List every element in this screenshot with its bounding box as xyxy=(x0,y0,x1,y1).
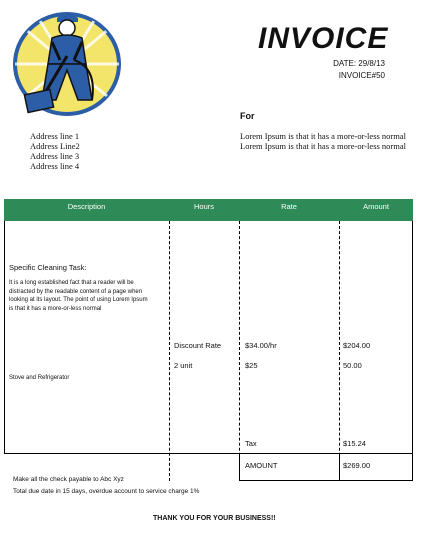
address-line: Address line 1 xyxy=(30,131,80,141)
task-line: It is a long established fact that a reader will be xyxy=(9,280,134,286)
task-line: looking at its layout. The point of using Lorem Ipsum xyxy=(9,297,148,304)
task-description xyxy=(9,279,169,313)
hours-discount: Discount Rate xyxy=(174,341,222,350)
task-title: Specific Cleaning Task: xyxy=(9,263,87,272)
address-line: Address line 4 xyxy=(30,161,80,171)
hours-units: 2 unit xyxy=(174,361,193,370)
column-divider xyxy=(169,221,170,481)
rate-hourly: $34.00/hr xyxy=(245,341,277,350)
column-divider xyxy=(339,221,340,481)
header-rate: Rate xyxy=(281,202,297,211)
total-divider xyxy=(339,453,340,481)
task-line: distracted by the readable content of a page when xyxy=(9,288,143,295)
bill-to-details xyxy=(240,131,406,151)
invoice-table xyxy=(4,199,413,481)
tax-label: Tax xyxy=(245,439,257,448)
address-block xyxy=(30,131,80,171)
invoice-date: DATE: 29/8/13 xyxy=(333,59,385,68)
rate-unit: $25 xyxy=(245,361,258,370)
line-item: Stove and Refrigerator xyxy=(9,375,70,381)
task-line: is that it has a more-or-less normal xyxy=(9,305,102,312)
column-divider xyxy=(239,221,240,481)
invoice-title: INVOICE xyxy=(258,22,389,55)
thank-you-note: THANK YOU FOR YOUR BUSINESS!! xyxy=(153,515,276,522)
tax-value: $15.24 xyxy=(343,439,366,448)
address-line: Address line 3 xyxy=(30,151,80,161)
header-description: Description xyxy=(67,202,106,211)
table-header xyxy=(4,199,413,221)
amount-1: $204.00 xyxy=(343,341,371,350)
bill-to-label: For xyxy=(240,111,255,121)
terms-note: Total due date in 15 days, overdue account to service charge 1% xyxy=(13,488,200,495)
header-hours: Hours xyxy=(193,202,214,211)
cleaner-logo xyxy=(12,8,122,118)
invoice-number: INVOICE#50 xyxy=(338,71,385,80)
table-border xyxy=(4,199,413,454)
address-line: Address Line2 xyxy=(30,141,80,151)
payable-note: Make all the check payable to Abc Xyz xyxy=(13,476,124,483)
header-amount: Amount xyxy=(363,202,389,211)
total-label: AMOUNT xyxy=(245,461,278,470)
total-value: $269.00 xyxy=(343,461,371,470)
bill-to-line: Lorem Ipsum is that it has a more-or-less normal xyxy=(240,141,407,151)
amount-2: 50.00 xyxy=(343,361,362,370)
bill-to-line: Lorem Ipsum is that it has a more-or-less normal xyxy=(240,131,407,141)
